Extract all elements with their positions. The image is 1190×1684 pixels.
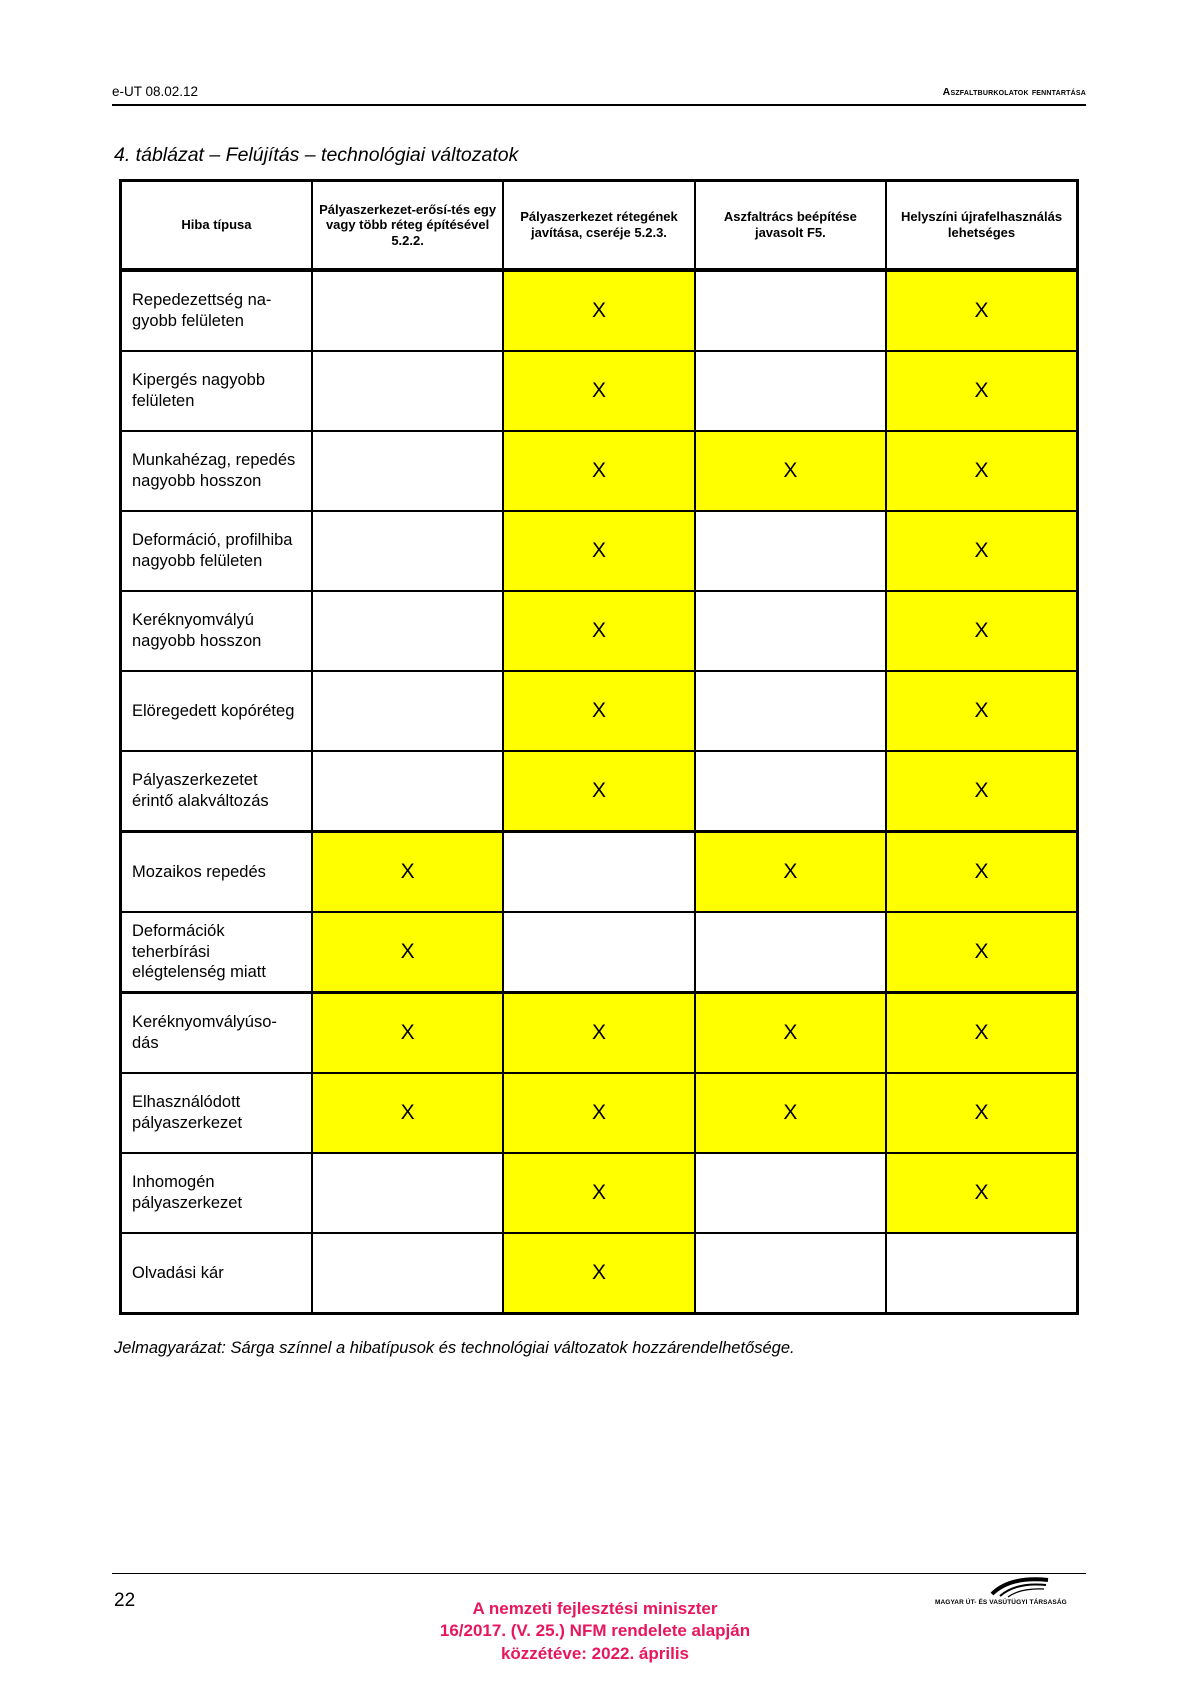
table-row (121, 751, 1078, 832)
applicable-mark-cell: X (503, 671, 694, 751)
fault-type-cell: Deformációk teherbírási elégtelenség miatt (121, 912, 312, 993)
empty-cell (312, 1233, 503, 1314)
table-row (121, 1073, 1078, 1153)
fault-type-cell: Olvadási kár (121, 1233, 312, 1314)
applicable-mark-cell: X (312, 1073, 503, 1153)
table-row (121, 912, 1078, 993)
empty-cell (503, 912, 694, 993)
table-title: 4. táblázat – Felújítás – technológiai változatok (114, 144, 519, 166)
applicable-mark-cell: X (312, 912, 503, 993)
table-row (121, 832, 1078, 913)
table-row (121, 431, 1078, 511)
fault-type-cell: Mozaikos repedés (121, 832, 312, 913)
applicable-mark-cell: X (312, 993, 503, 1074)
applicable-mark-cell: X (886, 832, 1077, 913)
applicable-mark-cell: X (695, 431, 886, 511)
table-body (121, 270, 1078, 1314)
applicable-mark-cell: X (503, 591, 694, 671)
document-section-title: Aszfaltburkolatok fenntartása (942, 86, 1086, 98)
legend-text: Sárga színnel a hibatípusok és technológiai változatok hozzárendelhetősége. (230, 1339, 795, 1357)
table-row (121, 511, 1078, 591)
empty-cell (695, 751, 886, 832)
page-number: 22 (114, 1590, 136, 1611)
applicable-mark-cell: X (503, 511, 694, 591)
empty-cell (695, 511, 886, 591)
applicable-mark-cell: X (886, 993, 1077, 1074)
fault-type-cell: Inhomogén pályaszerkezet (121, 1153, 312, 1233)
applicable-mark-cell: X (886, 751, 1077, 832)
applicable-mark-cell: X (695, 993, 886, 1074)
empty-cell (312, 591, 503, 671)
applicable-mark-cell: X (312, 832, 503, 913)
applicable-mark-cell: X (886, 431, 1077, 511)
column-header-asphalt-grid: Aszfaltrács beépítése javasolt F5. (695, 181, 886, 271)
fault-type-cell: Elöregedett kopóréteg (121, 671, 312, 751)
empty-cell (312, 431, 503, 511)
column-header-strengthening: Pályaszerkezet-erősí-tés egy vagy több réteg építésével 5.2.2. (312, 181, 503, 271)
empty-cell (312, 270, 503, 351)
empty-cell (312, 671, 503, 751)
fault-type-cell: Deformáció, profilhiba nagyobb felületen (121, 511, 312, 591)
document-code: e-UT 08.02.12 (112, 84, 199, 99)
applicable-mark-cell: X (503, 1073, 694, 1153)
publication-note-line-1: A nemzeti fejlesztési miniszter (472, 1599, 718, 1618)
applicable-mark-cell: X (886, 671, 1077, 751)
empty-cell (695, 1153, 886, 1233)
applicable-mark-cell: X (886, 351, 1077, 431)
table-row (121, 591, 1078, 671)
applicable-mark-cell: X (886, 511, 1077, 591)
applicable-mark-cell: X (886, 912, 1077, 993)
applicable-mark-cell: X (503, 751, 694, 832)
applicable-mark-cell: X (886, 270, 1077, 351)
applicable-mark-cell: X (695, 832, 886, 913)
applicable-mark-cell: X (503, 1153, 694, 1233)
applicable-mark-cell: X (503, 351, 694, 431)
applicable-mark-cell: X (503, 993, 694, 1074)
column-header-in-place-recycling: Helyszíni újrafelhasználás lehetséges (886, 181, 1077, 271)
empty-cell (503, 832, 694, 913)
applicable-mark-cell: X (886, 1073, 1077, 1153)
legend (114, 1339, 795, 1358)
empty-cell (312, 351, 503, 431)
publication-note-line-2: 16/2017. (V. 25.) NFM rendelete alapján (439, 1621, 751, 1641)
fault-type-cell: Kipergés nagyobb felületen (121, 351, 312, 431)
table-row (121, 671, 1078, 751)
publication-note-line-3: közzétéve: 2022. április (500, 1643, 690, 1663)
table-row (121, 270, 1078, 351)
empty-cell (695, 591, 886, 671)
road-swoosh-icon (990, 1572, 1050, 1598)
empty-cell (695, 1233, 886, 1314)
empty-cell (695, 351, 886, 431)
table-row (121, 351, 1078, 431)
empty-cell (312, 511, 503, 591)
applicable-mark-cell: X (503, 431, 694, 511)
applicable-mark-cell: X (503, 1233, 694, 1314)
empty-cell (695, 912, 886, 993)
table-header-row (121, 181, 1078, 271)
society-logo (935, 1572, 1087, 1614)
table-row (121, 1153, 1078, 1233)
empty-cell (312, 1153, 503, 1233)
empty-cell (695, 270, 886, 351)
applicable-mark-cell: X (886, 591, 1077, 671)
technology-table (119, 179, 1079, 1315)
fault-type-cell: Elhasználódott pályaszerkezet (121, 1073, 312, 1153)
applicable-mark-cell: X (695, 1073, 886, 1153)
society-logo-text: MAGYAR ÚT- ÉS VASÚTÜGYI TÁRSASÁG (935, 1599, 1067, 1606)
column-header-layer-repair: Pályaszerkezet rétegének javítása, cseréje 5.2.3. (503, 181, 694, 271)
table-row (121, 993, 1078, 1074)
fault-type-cell: Keréknyomvályú nagyobb hosszon (121, 591, 312, 671)
table-row (121, 1233, 1078, 1314)
fault-type-cell: Munkahézag, repedés nagyobb hosszon (121, 431, 312, 511)
fault-type-cell: Keréknyomvályúso-dás (121, 993, 312, 1074)
legend-lead: Jelmagyarázat: (114, 1339, 226, 1357)
fault-type-cell: Pályaszerkezetet érintő alakváltozás (121, 751, 312, 832)
publication-note (370, 1598, 820, 1665)
applicable-mark-cell: X (503, 270, 694, 351)
empty-cell (695, 671, 886, 751)
empty-cell (886, 1233, 1077, 1314)
applicable-mark-cell: X (886, 1153, 1077, 1233)
empty-cell (312, 751, 503, 832)
column-header-fault-type: Hiba típusa (121, 181, 312, 271)
page-header (112, 82, 1086, 106)
fault-type-cell: Repedezettség na-gyobb felületen (121, 270, 312, 351)
